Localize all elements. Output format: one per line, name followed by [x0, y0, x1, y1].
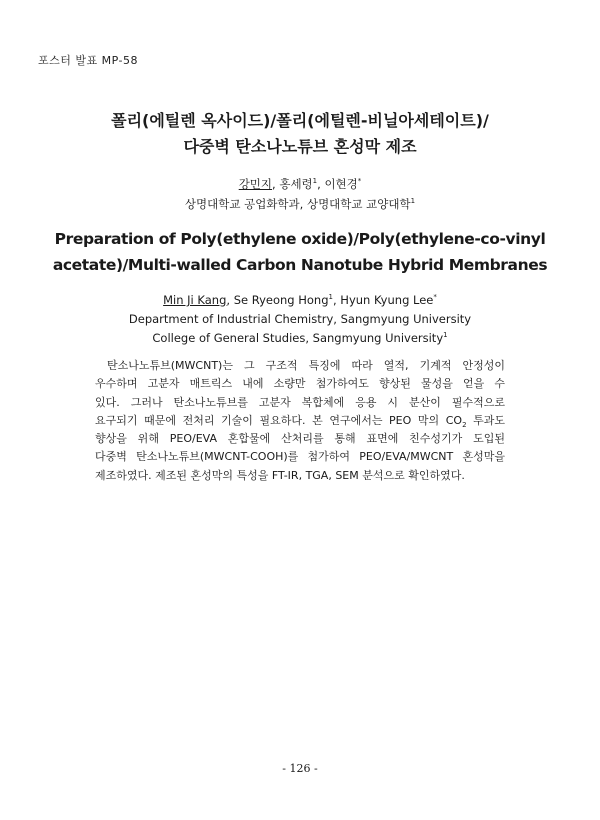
co2-subscript: 2 [462, 421, 467, 430]
abstract-line-1: 탄소나노튜브(MWCNT)는 그 구조적 특징에 따라 열적, 기계적 안정성이 [107, 359, 505, 372]
korean-authors: 강민지, 홍세령$^1$, 이현경* [238, 177, 362, 191]
english-title-line-1: Preparation of Poly(ethylene oxide)/Poly(ethylene-co-vinyl [54, 230, 546, 248]
abstract-body [95, 357, 505, 485]
english-affiliation-2-text: College of General Studies, Sangmyung University [152, 331, 444, 345]
author-2-ko: 홍세령 [279, 177, 313, 191]
abstract-line-4 [95, 412, 505, 430]
author-2-en: Se Ryeong Hong [233, 293, 329, 307]
author-3-en-mark: * [433, 293, 437, 302]
abstract-line-4-a: 요구되기 때문에 전처리 기술이 필요하다. 본 연구에서는 PEO 막의 CO [95, 413, 463, 427]
english-title-line-2: acetate)/Multi-walled Carbon Nanotube Hybrid Membranes [52, 256, 548, 274]
korean-title-line-2: 다중벽 탄소나노튜브 혼성막 제조 [183, 137, 417, 156]
author-2-ko-mark: 1 [312, 177, 318, 186]
english-title [40, 226, 560, 278]
korean-title [60, 108, 540, 160]
author-3-ko-mark: * [357, 177, 362, 186]
english-affiliation-1: Department of Industrial Chemistry, Sangmyung University [128, 312, 472, 326]
korean-affiliation-mark: 1 [410, 197, 416, 206]
presenting-author-ko: 강민지 [238, 177, 273, 191]
session-label: 포스터 발표 MP-58 [38, 54, 138, 67]
english-authors: Min Ji Kang, Se Ryeong Hong$^1$, Hyun Kyung Lee* [163, 293, 437, 307]
abstract-line-4-b: 투과도 [466, 413, 506, 427]
korean-affiliation-text: 상명대학교 공업화학과, 상명대학교 교양대학 [184, 197, 411, 211]
abstract-line-5: 향상을 위해 PEO/EVA 혼합물에 산처리를 통해 표면에 친수성기가 도입된 [95, 432, 505, 446]
presenting-author-en: Min Ji Kang [163, 293, 227, 307]
abstract-line-2: 우수하며 고분자 매트릭스 내에 소량만 첨가하여도 향상된 물성을 얻을 수 [95, 377, 505, 391]
page-number: - 126 - [282, 762, 318, 775]
author-2-en-mark: 1 [328, 293, 333, 302]
abstract-line-7: 제조하였다. 제조된 혼성막의 특성을 FT-IR, TGA, SEM 분석으로 확인하였다. [95, 468, 465, 482]
english-affiliation-2-mark: 1 [443, 331, 448, 340]
korean-title-line-1: 폴리(에틸렌 옥사이드)/폴리(에틸렌-비닐아세테이트)/ [111, 111, 489, 130]
author-3-ko: 이현경 [324, 177, 358, 191]
abstract-line-6: 다중벽 탄소나노튜브(MWCNT-COOH)를 첨가하여 PEO/EVA/MWCNT 혼성막을 [95, 450, 505, 464]
author-3-en: Hyun Kyung Lee [340, 293, 434, 307]
english-author-block [60, 291, 540, 348]
english-affiliation-2 [60, 329, 540, 348]
korean-affiliation [60, 194, 540, 214]
abstract-line-3: 있다. 그러나 탄소나노튜브를 고분자 복합체에 응용 시 분산이 필수적으로 [95, 395, 505, 409]
korean-author-block [60, 174, 540, 214]
